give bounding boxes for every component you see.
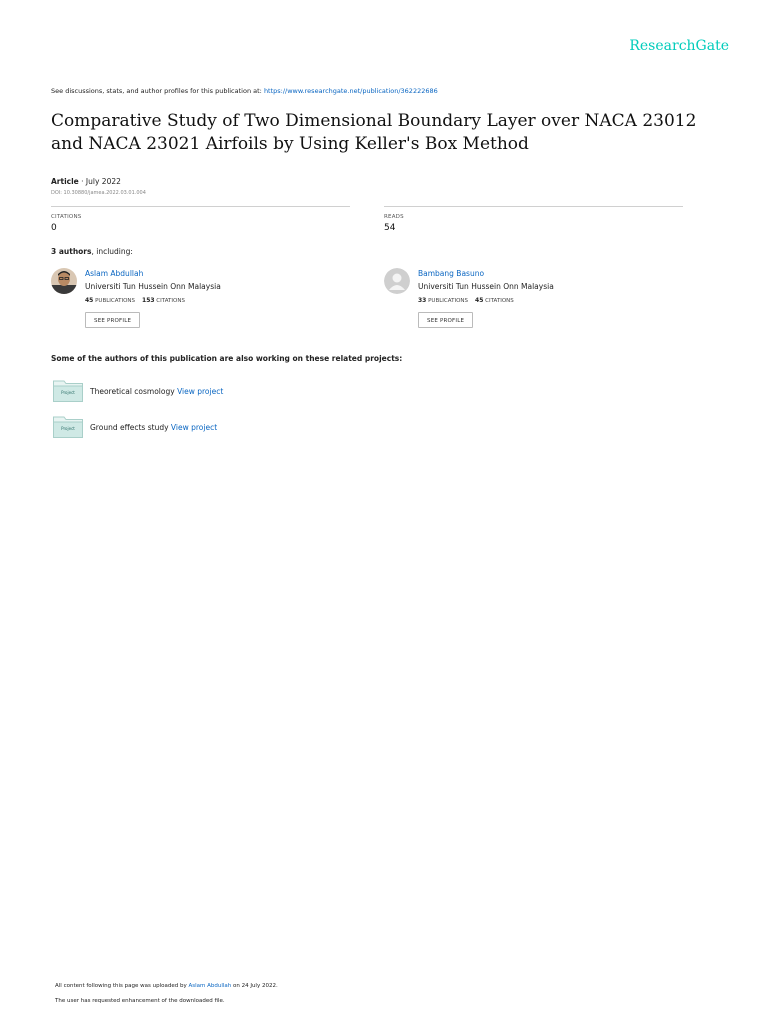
citations-stat: [51, 206, 350, 233]
discussion-line: [51, 87, 438, 95]
reads-stat: [384, 206, 683, 233]
author-card: [51, 268, 351, 332]
publication-title: Comparative Study of Two Dimensional Boundary Layer over NACA 23012 and NACA 23021 Airfoils by Using Keller's Box Method: [51, 111, 697, 154]
project-text: [90, 387, 223, 396]
project-item: [53, 416, 453, 438]
author-publications-label: PUBLICATIONS: [428, 298, 469, 304]
project-name: Theoretical cosmology: [90, 387, 178, 396]
enhancement-note: The user has requested enhancement of the downloaded file.: [55, 998, 225, 1004]
author-publications-count: 33: [418, 297, 427, 304]
author-avatar-photo[interactable]: [51, 268, 77, 294]
citations-label: CITATIONS: [51, 214, 82, 220]
authors-count: 3 authors: [51, 247, 92, 256]
discussion-text: See discussions, stats, and author profiles for this publication at:: [51, 87, 264, 95]
author-citations-count: 45: [475, 297, 484, 304]
authors-including: , including:: [91, 247, 133, 256]
author-name-link[interactable]: Aslam Abdullah: [85, 269, 144, 278]
project-icon-label: Project: [61, 390, 75, 395]
view-project-link[interactable]: View project: [177, 387, 224, 396]
authors-count-line: [51, 247, 133, 256]
author-institution: Universiti Tun Hussein Onn Malaysia: [418, 282, 554, 291]
publication-url-link[interactable]: https://www.researchgate.net/publication/362222686: [263, 87, 438, 95]
see-profile-button[interactable]: SEE PROFILE: [418, 312, 473, 328]
author-card: [384, 268, 684, 332]
see-profile-button[interactable]: SEE PROFILE: [85, 312, 140, 328]
author-stats: [85, 297, 185, 304]
upload-suffix: on 24 July 2022.: [231, 983, 278, 989]
reads-label: READS: [384, 214, 404, 220]
author-name-link[interactable]: Bambang Basuno: [418, 269, 485, 278]
upload-prefix: All content following this page was uploaded by: [55, 983, 189, 989]
citations-value: 0: [51, 223, 57, 233]
author-publications-count: 45: [85, 297, 94, 304]
article-meta: [51, 177, 121, 186]
uploader-link[interactable]: Aslam Abdullah: [188, 983, 232, 989]
author-avatar-placeholder-icon[interactable]: [384, 268, 410, 294]
project-folder-icon: [53, 380, 83, 402]
article-type: Article: [51, 177, 79, 186]
author-institution: Universiti Tun Hussein Onn Malaysia: [85, 282, 221, 291]
author-citations-label: CITATIONS: [485, 298, 514, 304]
author-stats: [418, 297, 514, 304]
researchgate-logo[interactable]: ResearchGate: [629, 38, 729, 54]
reads-value: 54: [384, 223, 396, 233]
view-project-link[interactable]: View project: [170, 423, 218, 432]
article-date: July 2022: [85, 177, 121, 186]
project-folder-icon: [53, 416, 83, 438]
author-citations-label: CITATIONS: [156, 298, 185, 304]
project-icon-label: Project: [61, 426, 75, 431]
author-citations-count: 153: [142, 297, 155, 304]
doi: DOI: 10.30880/jamea.2022.03.01.004: [51, 190, 146, 196]
project-item: [53, 380, 453, 402]
upload-info: [55, 983, 278, 989]
related-projects-heading: Some of the authors of this publication are also working on these related projects:: [51, 354, 403, 363]
project-text: [90, 423, 217, 432]
author-publications-label: PUBLICATIONS: [95, 298, 136, 304]
project-name: Ground effects study: [90, 423, 171, 432]
meta-separator: ·: [78, 177, 86, 186]
